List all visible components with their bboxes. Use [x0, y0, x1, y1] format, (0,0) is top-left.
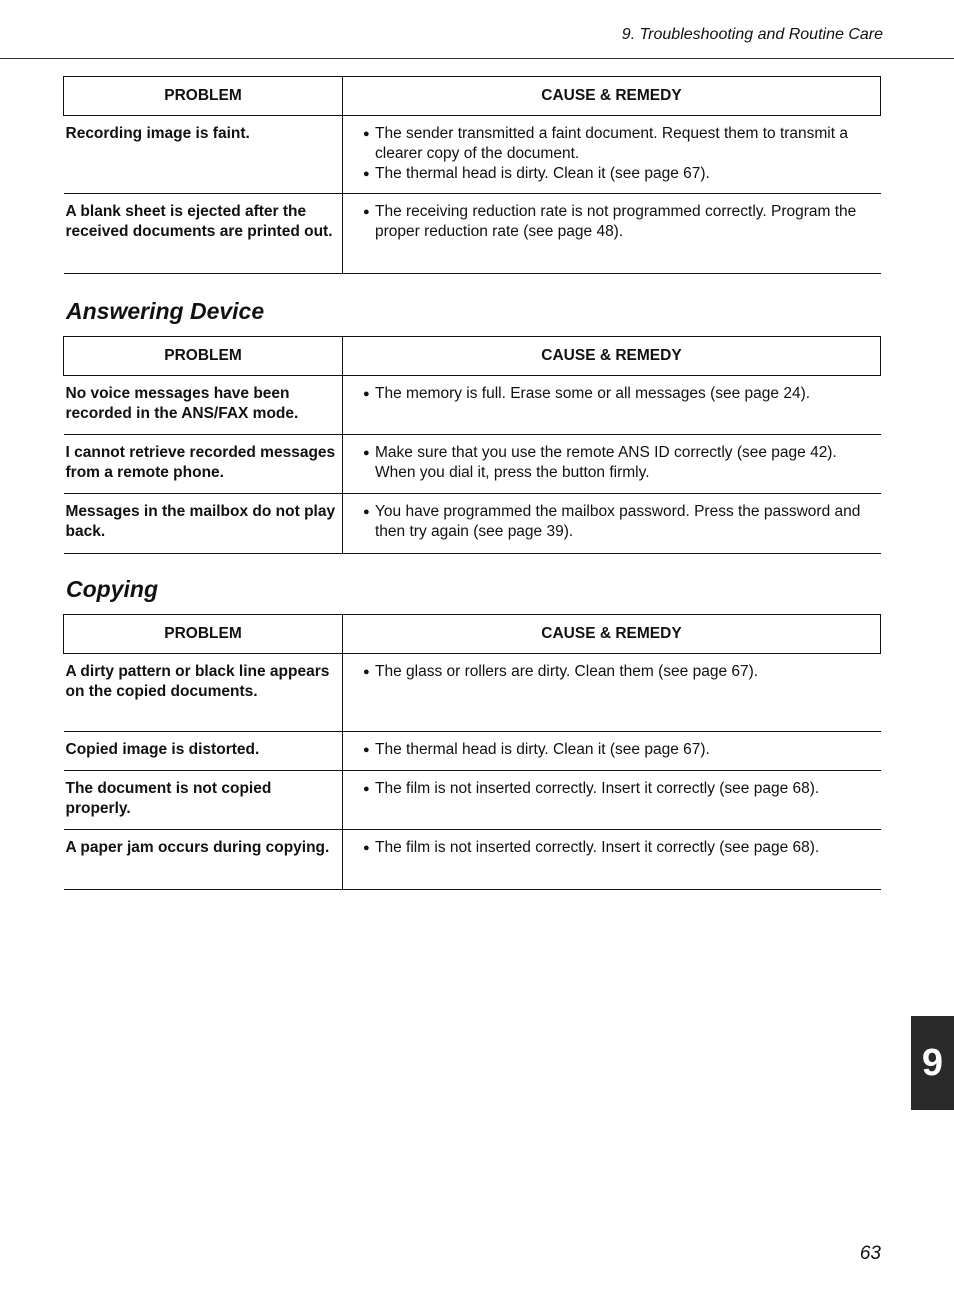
- remedy-cell: [343, 830, 881, 890]
- table-row: [64, 376, 881, 435]
- bullet-icon: ●: [363, 128, 370, 140]
- remedy-text: The glass or rollers are dirty. Clean them (see page 67).: [375, 663, 759, 680]
- remedy-text: The sender transmitted a faint document. Request them to transmit a clearer copy of the document.: [375, 125, 848, 162]
- remedy-item: [363, 779, 877, 799]
- remedy-text: The film is not inserted correctly. Insert it correctly (see page 68).: [375, 839, 820, 856]
- table-row: [64, 194, 881, 274]
- table-row: [64, 494, 881, 554]
- problem-cell: Messages in the mailbox do not play back.: [64, 494, 343, 554]
- remedy-text: The film is not inserted correctly. Insert it correctly (see page 68).: [375, 780, 820, 797]
- problem-cell: No voice messages have been recorded in the ANS/FAX mode.: [64, 376, 343, 435]
- remedy-text: You have programmed the mailbox password. Press the password and then try again (see page 39).: [375, 503, 861, 540]
- bullet-icon: ●: [363, 506, 370, 518]
- column-header-cause-remedy: CAUSE & REMEDY: [343, 77, 881, 116]
- remedy-item: [363, 662, 877, 682]
- problem-cell: Recording image is faint.: [64, 116, 343, 194]
- remedy-cell: [343, 376, 881, 435]
- table-row: [64, 654, 881, 732]
- table-row: [64, 771, 881, 830]
- remedy-cell: [343, 116, 881, 194]
- remedy-cell: [343, 435, 881, 494]
- bullet-icon: ●: [363, 842, 370, 854]
- remedy-item: [363, 124, 877, 164]
- page-number: 63: [859, 1243, 881, 1264]
- remedy-item: [363, 384, 877, 404]
- column-header-problem: PROBLEM: [64, 337, 343, 376]
- bullet-icon: ●: [363, 206, 370, 218]
- remedy-text: The receiving reduction rate is not programmed correctly. Program the proper reduction rate (see page 48).: [375, 203, 857, 240]
- section-title-answering-device: Answering Device: [66, 298, 265, 324]
- column-header-cause-remedy: CAUSE & REMEDY: [343, 337, 881, 376]
- problem-cell: A blank sheet is ejected after the received documents are printed out.: [64, 194, 343, 274]
- bullet-icon: ●: [363, 666, 370, 678]
- troubleshooting-table-receiving: [63, 76, 881, 274]
- section-title-copying: Copying: [66, 576, 158, 602]
- troubleshooting-table-answering-device: [63, 336, 881, 554]
- remedy-cell: [343, 194, 881, 274]
- column-header-cause-remedy: CAUSE & REMEDY: [343, 615, 881, 654]
- column-header-problem: PROBLEM: [64, 615, 343, 654]
- header-rule: [0, 58, 954, 59]
- remedy-item: [363, 502, 877, 542]
- remedy-text: The memory is full. Erase some or all messages (see page 24).: [375, 385, 811, 402]
- remedy-item: [363, 740, 877, 760]
- bullet-icon: ●: [363, 447, 370, 459]
- table-row: [64, 830, 881, 890]
- remedy-cell: [343, 732, 881, 771]
- table-row: [64, 732, 881, 771]
- remedy-item: [363, 164, 877, 184]
- table-row: [64, 116, 881, 194]
- troubleshooting-table-copying: [63, 614, 881, 890]
- bullet-icon: ●: [363, 388, 370, 400]
- remedy-item: [363, 443, 877, 483]
- problem-cell: A dirty pattern or black line appears on the copied documents.: [64, 654, 343, 732]
- running-header: 9. Troubleshooting and Routine Care: [621, 26, 883, 43]
- column-header-problem: PROBLEM: [64, 77, 343, 116]
- remedy-item: [363, 202, 877, 242]
- problem-cell: Copied image is distorted.: [64, 732, 343, 771]
- remedy-text: The thermal head is dirty. Clean it (see page 67).: [375, 741, 710, 758]
- remedy-cell: [343, 654, 881, 732]
- remedy-cell: [343, 771, 881, 830]
- chapter-tab: 9: [911, 1016, 954, 1110]
- remedy-text: The thermal head is dirty. Clean it (see page 67).: [375, 165, 710, 182]
- remedy-cell: [343, 494, 881, 554]
- bullet-icon: ●: [363, 744, 370, 756]
- table-row: [64, 435, 881, 494]
- bullet-icon: ●: [363, 783, 370, 795]
- problem-cell: A paper jam occurs during copying.: [64, 830, 343, 890]
- problem-cell: I cannot retrieve recorded messages from a remote phone.: [64, 435, 343, 494]
- remedy-text: Make sure that you use the remote ANS ID correctly (see page 42). When you dial it, press the button firmly.: [375, 444, 837, 481]
- problem-cell: The document is not copied properly.: [64, 771, 343, 830]
- bullet-icon: ●: [363, 168, 370, 180]
- remedy-item: [363, 838, 877, 858]
